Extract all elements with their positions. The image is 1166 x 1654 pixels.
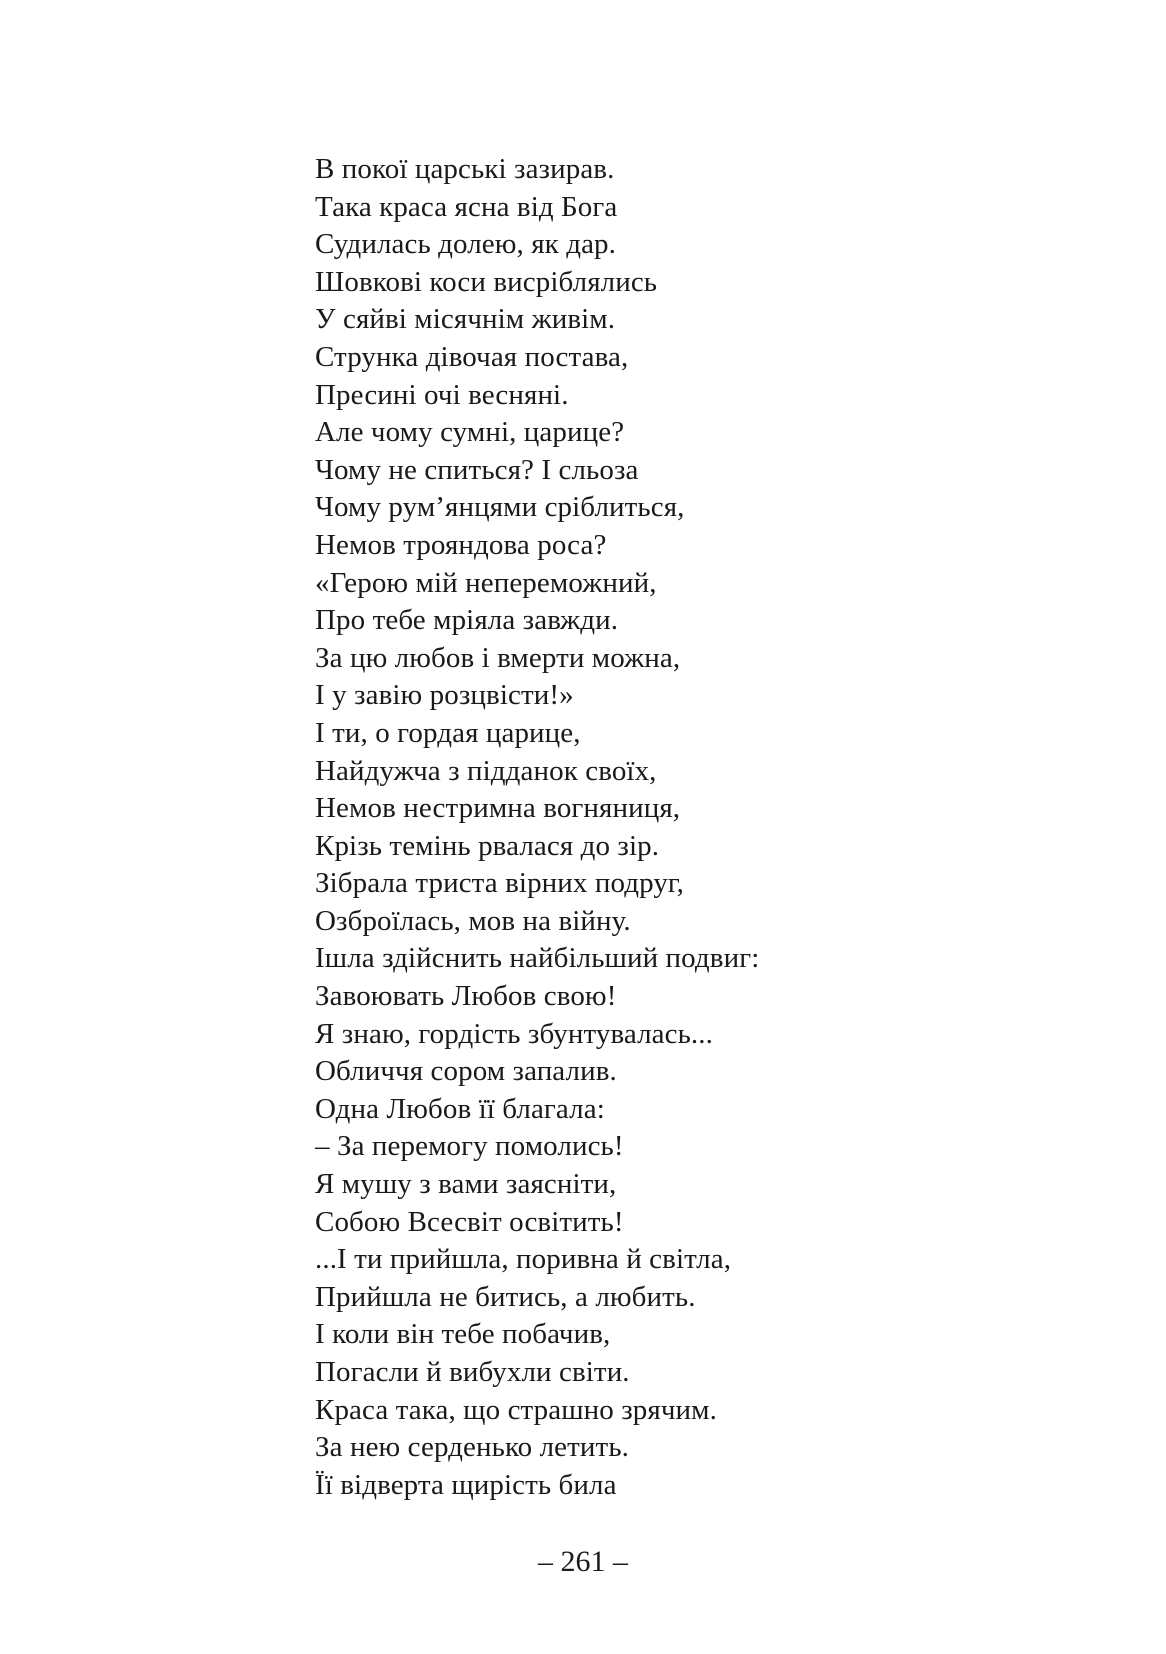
poem-line: Струнка дівочая постава, — [315, 340, 629, 373]
poem-line: Чому рум’янцями сріблиться, — [315, 491, 685, 524]
poem-line: Про тебе мріяла завжди. — [315, 604, 619, 637]
poem-line: Найдужча з підданок своїх, — [315, 754, 657, 787]
poem-line: Зібрала триста вірних подруг, — [315, 867, 684, 900]
poem-line: Одна Любов її благала: — [315, 1092, 605, 1125]
poem-line: Шовкові коси висріблялись — [315, 265, 658, 298]
poem-line: – За перемогу помолись! — [315, 1130, 624, 1163]
poem-line: І коли він тебе побачив, — [315, 1318, 611, 1351]
poem-line: За нею серденько летить. — [315, 1431, 629, 1464]
poem-line: В покої царські зазирав. — [315, 153, 615, 185]
poem-line: У сяйві місячнім живім. — [315, 303, 616, 336]
poem-line: Погасли й вибухли світи. — [315, 1356, 630, 1388]
poem-line: Ішла здійснить найбільший подвиг: — [315, 942, 760, 975]
page-number: – 261 – — [538, 1545, 628, 1578]
poem-text — [315, 151, 1095, 1504]
poem-line: Пресині очі весняні. — [315, 378, 569, 411]
poem-line: ...І ти прийшла, поривна й світла, — [315, 1243, 732, 1276]
poem-line: Прийшла не битись, а любить. — [315, 1280, 696, 1313]
poem-line: Обличчя сором запалив. — [315, 1055, 617, 1088]
poem-line: Але чому сумні, царице? — [315, 416, 625, 449]
poem-line: Чому не спиться? І сльоза — [315, 453, 639, 486]
poem-line: Озброїлась, мов на війну. — [315, 904, 631, 937]
poem-line: Крізь темінь рвалася до зір. — [315, 829, 660, 862]
poem-line: І у завію розцвісти!» — [315, 679, 574, 712]
poem-line: І ти, о гордая царице, — [315, 716, 581, 749]
poem-line: Немов трояндова роса? — [315, 528, 607, 561]
poem-line: Її відверта щирість била — [315, 1468, 617, 1501]
poem-line: Я знаю, гордість збунтувалась... — [315, 1017, 713, 1050]
poem-line: Я мушу з вами заясніти, — [315, 1168, 617, 1201]
poem-line: «Герою мій непереможний, — [315, 566, 657, 599]
poem-line: За цю любов і вмерти можна, — [315, 641, 681, 674]
poem-line: Краса така, що страшно зрячим. — [315, 1393, 717, 1426]
poem-line: Немов нестримна вогняниця, — [315, 792, 681, 825]
poem-line: Судилась долею, як дар. — [315, 228, 616, 261]
poem-line: Собою Всесвіт освітить! — [315, 1205, 624, 1238]
poem-line: Така краса ясна від Бога — [315, 190, 618, 223]
poem-line: Завоювать Любов свою! — [315, 980, 617, 1013]
